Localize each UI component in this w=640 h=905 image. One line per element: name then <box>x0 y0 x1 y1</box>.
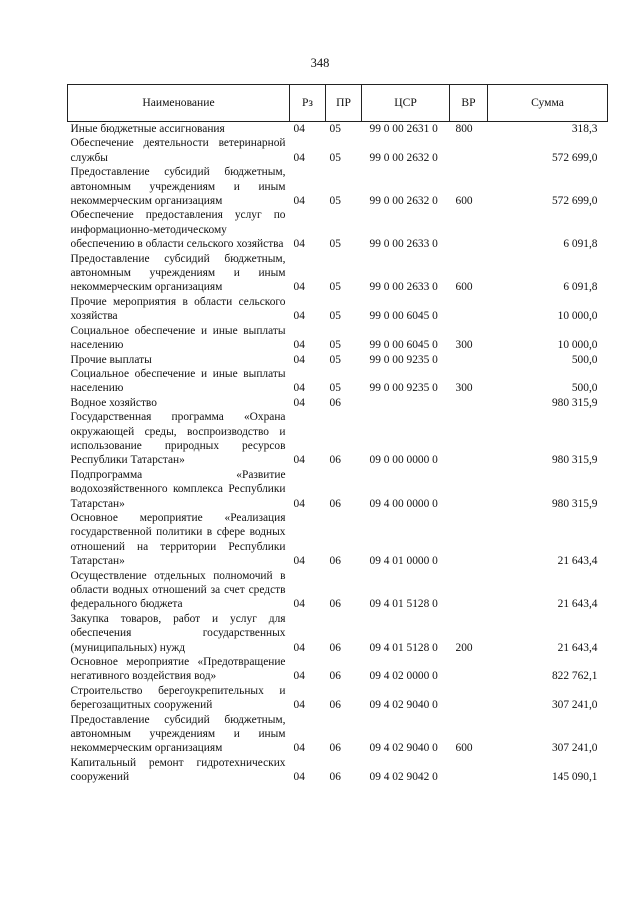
cell-pr: 06 <box>329 497 341 510</box>
cell-rz: 04 <box>293 396 305 409</box>
cell-rz: 04 <box>293 771 305 784</box>
cell-csr: 99 0 00 2632 0 <box>369 151 438 164</box>
cell-vr <box>450 511 488 569</box>
cell-sum: 21 643,4 <box>557 598 598 611</box>
cell-pr: 05 <box>329 339 341 352</box>
cell-sum: 21 643,4 <box>557 555 598 568</box>
cell-vr: 300 <box>455 339 473 352</box>
cell-rz: 04 <box>293 641 305 654</box>
table-row <box>68 410 608 468</box>
cell-vr: 800 <box>455 123 473 135</box>
cell-name: Водное хозяйство <box>70 396 157 409</box>
cell-sum: 10 000,0 <box>557 310 598 323</box>
cell-name: Прочие выплаты <box>70 353 152 366</box>
cell-pr: 05 <box>329 123 341 135</box>
cell-pr: 05 <box>329 382 341 395</box>
table-row <box>68 122 608 137</box>
table-row <box>68 468 608 511</box>
cell-sum: 307 241,0 <box>551 742 598 755</box>
cell-pr: 06 <box>329 555 341 568</box>
cell-rz: 04 <box>293 281 305 294</box>
cell-rz: 04 <box>293 123 305 135</box>
cell-csr: 09 4 02 0000 0 <box>369 670 438 683</box>
cell-rz: 04 <box>293 151 305 164</box>
cell-vr <box>450 208 488 251</box>
cell-csr: 09 4 02 9040 0 <box>369 742 438 755</box>
cell-csr: 09 4 01 5128 0 <box>369 598 438 611</box>
cell-pr: 05 <box>329 281 341 294</box>
cell-name: Обеспечение деятельности ветеринарной службы <box>70 137 286 164</box>
cell-vr <box>450 396 488 410</box>
cell-pr: 06 <box>329 771 341 784</box>
cell-rz: 04 <box>293 195 305 208</box>
cell-vr <box>450 136 488 165</box>
cell-sum: 980 315,9 <box>551 396 598 409</box>
cell-sum: 21 643,4 <box>557 641 598 654</box>
cell-csr: 09 4 02 9042 0 <box>369 771 438 784</box>
table-row <box>68 353 608 367</box>
cell-pr: 05 <box>329 353 341 366</box>
cell-name: Предоставление субсидий бюджетным, автономным учреждениям и иным некоммерческим организациям <box>70 252 286 294</box>
cell-name: Закупка товаров, работ и услуг для обеспечения государственных (муниципальных) нужд <box>70 612 286 654</box>
cell-csr: 99 0 00 6045 0 <box>369 310 438 323</box>
header-sum: Сумма <box>488 85 608 122</box>
cell-sum: 822 762,1 <box>551 670 598 683</box>
cell-rz: 04 <box>293 454 305 467</box>
cell-vr <box>450 353 488 367</box>
cell-pr: 05 <box>329 310 341 323</box>
cell-sum: 980 315,9 <box>551 497 598 510</box>
cell-vr <box>450 655 488 684</box>
table-row <box>68 295 608 324</box>
table-row <box>68 756 608 785</box>
cell-vr: 200 <box>455 641 473 654</box>
cell-rz: 04 <box>293 339 305 352</box>
cell-rz: 04 <box>293 353 305 366</box>
cell-pr: 05 <box>329 151 341 164</box>
cell-pr: 06 <box>329 641 341 654</box>
cell-name: Предоставление субсидий бюджетным, автономным учреждениям и иным некоммерческим организациям <box>70 166 286 208</box>
cell-rz: 04 <box>293 670 305 683</box>
cell-name: Подпрограмма «Развитие водохозяйственного комплекса Республики Татарстан» <box>70 468 286 510</box>
cell-pr: 06 <box>329 699 341 712</box>
cell-rz: 04 <box>293 310 305 323</box>
cell-vr: 300 <box>455 382 473 395</box>
cell-rz: 04 <box>293 699 305 712</box>
cell-name: Основное мероприятие «Реализация государственной политики в сфере водных отношений на территории Республики Татарстан» <box>70 511 286 568</box>
cell-csr: 09 4 01 5128 0 <box>369 641 438 654</box>
cell-rz: 04 <box>293 238 305 251</box>
cell-csr: 09 0 00 0000 0 <box>369 454 438 467</box>
cell-rz: 04 <box>293 497 305 510</box>
cell-csr: 99 0 00 9235 0 <box>369 353 438 366</box>
cell-sum: 572 699,0 <box>551 195 598 208</box>
cell-sum: 6 091,8 <box>563 281 598 294</box>
cell-vr <box>450 756 488 785</box>
cell-csr: 99 0 00 2631 0 <box>369 123 438 135</box>
cell-csr: 99 0 00 6045 0 <box>369 339 438 352</box>
table-row <box>68 684 608 713</box>
cell-rz: 04 <box>293 742 305 755</box>
table-row <box>68 655 608 684</box>
table-row <box>68 569 608 612</box>
table-row <box>68 136 608 165</box>
cell-name: Обеспечение предоставления услуг по информационно-методическому обеспечению в области сельского хозяйства <box>70 209 286 251</box>
cell-vr <box>450 295 488 324</box>
cell-sum: 980 315,9 <box>551 454 598 467</box>
cell-name: Государственная программа «Охрана окружающей среды, воспроизводство и использование природных ресурсов Республики Татарстан» <box>70 411 286 467</box>
table-row <box>68 367 608 396</box>
cell-csr: 99 0 00 2633 0 <box>369 238 438 251</box>
cell-vr: 600 <box>455 281 473 294</box>
cell-sum: 307 241,0 <box>551 699 598 712</box>
cell-pr: 06 <box>329 742 341 755</box>
header-name: Наименование <box>68 85 290 122</box>
table-row <box>68 165 608 208</box>
cell-vr: 600 <box>455 742 473 755</box>
cell-sum: 572 699,0 <box>551 151 598 164</box>
table-row <box>68 252 608 295</box>
table-row <box>68 324 608 353</box>
cell-vr: 600 <box>455 195 473 208</box>
cell-name: Предоставление субсидий бюджетным, автономным учреждениям и иным некоммерческим организациям <box>70 713 286 755</box>
cell-csr: 99 0 00 2633 0 <box>369 281 438 294</box>
table-body <box>68 122 608 785</box>
cell-vr <box>450 684 488 713</box>
header-vr: ВР <box>450 85 488 122</box>
cell-vr <box>450 410 488 468</box>
cell-name: Иные бюджетные ассигнования <box>70 123 225 135</box>
cell-name: Капитальный ремонт гидротехнических сооружений <box>70 756 286 784</box>
cell-vr <box>450 468 488 511</box>
table-row <box>68 208 608 251</box>
header-pr: ПР <box>326 85 362 122</box>
cell-csr: 09 4 00 0000 0 <box>369 497 438 510</box>
budget-table <box>67 84 608 785</box>
cell-name: Социальное обеспечение и иные выплаты населению <box>70 367 286 395</box>
cell-sum: 318,3 <box>571 123 598 135</box>
table-header <box>68 85 608 122</box>
table-row <box>68 612 608 655</box>
cell-name: Осуществление отдельных полномочий в области водных отношений за счет средств федерального бюджета <box>70 569 286 611</box>
cell-pr: 05 <box>329 238 341 251</box>
table-row <box>68 511 608 569</box>
cell-sum: 500,0 <box>571 382 598 395</box>
cell-sum: 500,0 <box>571 353 598 366</box>
cell-sum: 145 090,1 <box>551 771 598 784</box>
cell-name: Прочие мероприятия в области сельского хозяйства <box>70 295 286 323</box>
cell-csr: 09 4 02 9040 0 <box>369 699 438 712</box>
page-number: 348 <box>310 56 330 70</box>
cell-sum: 10 000,0 <box>557 339 598 352</box>
cell-rz: 04 <box>293 598 305 611</box>
cell-csr: 99 0 00 2632 0 <box>369 195 438 208</box>
cell-csr: 99 0 00 9235 0 <box>369 382 438 395</box>
header-rz: Рз <box>290 85 326 122</box>
cell-pr: 06 <box>329 598 341 611</box>
cell-rz: 04 <box>293 555 305 568</box>
cell-name: Строительство берегоукрепительных и берегозащитных сооружений <box>70 684 286 712</box>
cell-pr: 05 <box>329 195 341 208</box>
cell-vr <box>450 569 488 612</box>
cell-sum: 6 091,8 <box>563 238 598 251</box>
cell-csr: 09 4 01 0000 0 <box>369 555 438 568</box>
cell-name: Социальное обеспечение и иные выплаты населению <box>70 324 286 352</box>
table-row <box>68 713 608 756</box>
cell-pr: 06 <box>329 396 341 409</box>
cell-pr: 06 <box>329 670 341 683</box>
cell-csr <box>362 396 450 410</box>
header-csr: ЦСР <box>362 85 450 122</box>
cell-name: Основное мероприятие «Предотвращение негативного воздействия вод» <box>70 656 286 683</box>
header-row <box>68 85 608 122</box>
table-row <box>68 396 608 410</box>
cell-pr: 06 <box>329 454 341 467</box>
cell-rz: 04 <box>293 382 305 395</box>
